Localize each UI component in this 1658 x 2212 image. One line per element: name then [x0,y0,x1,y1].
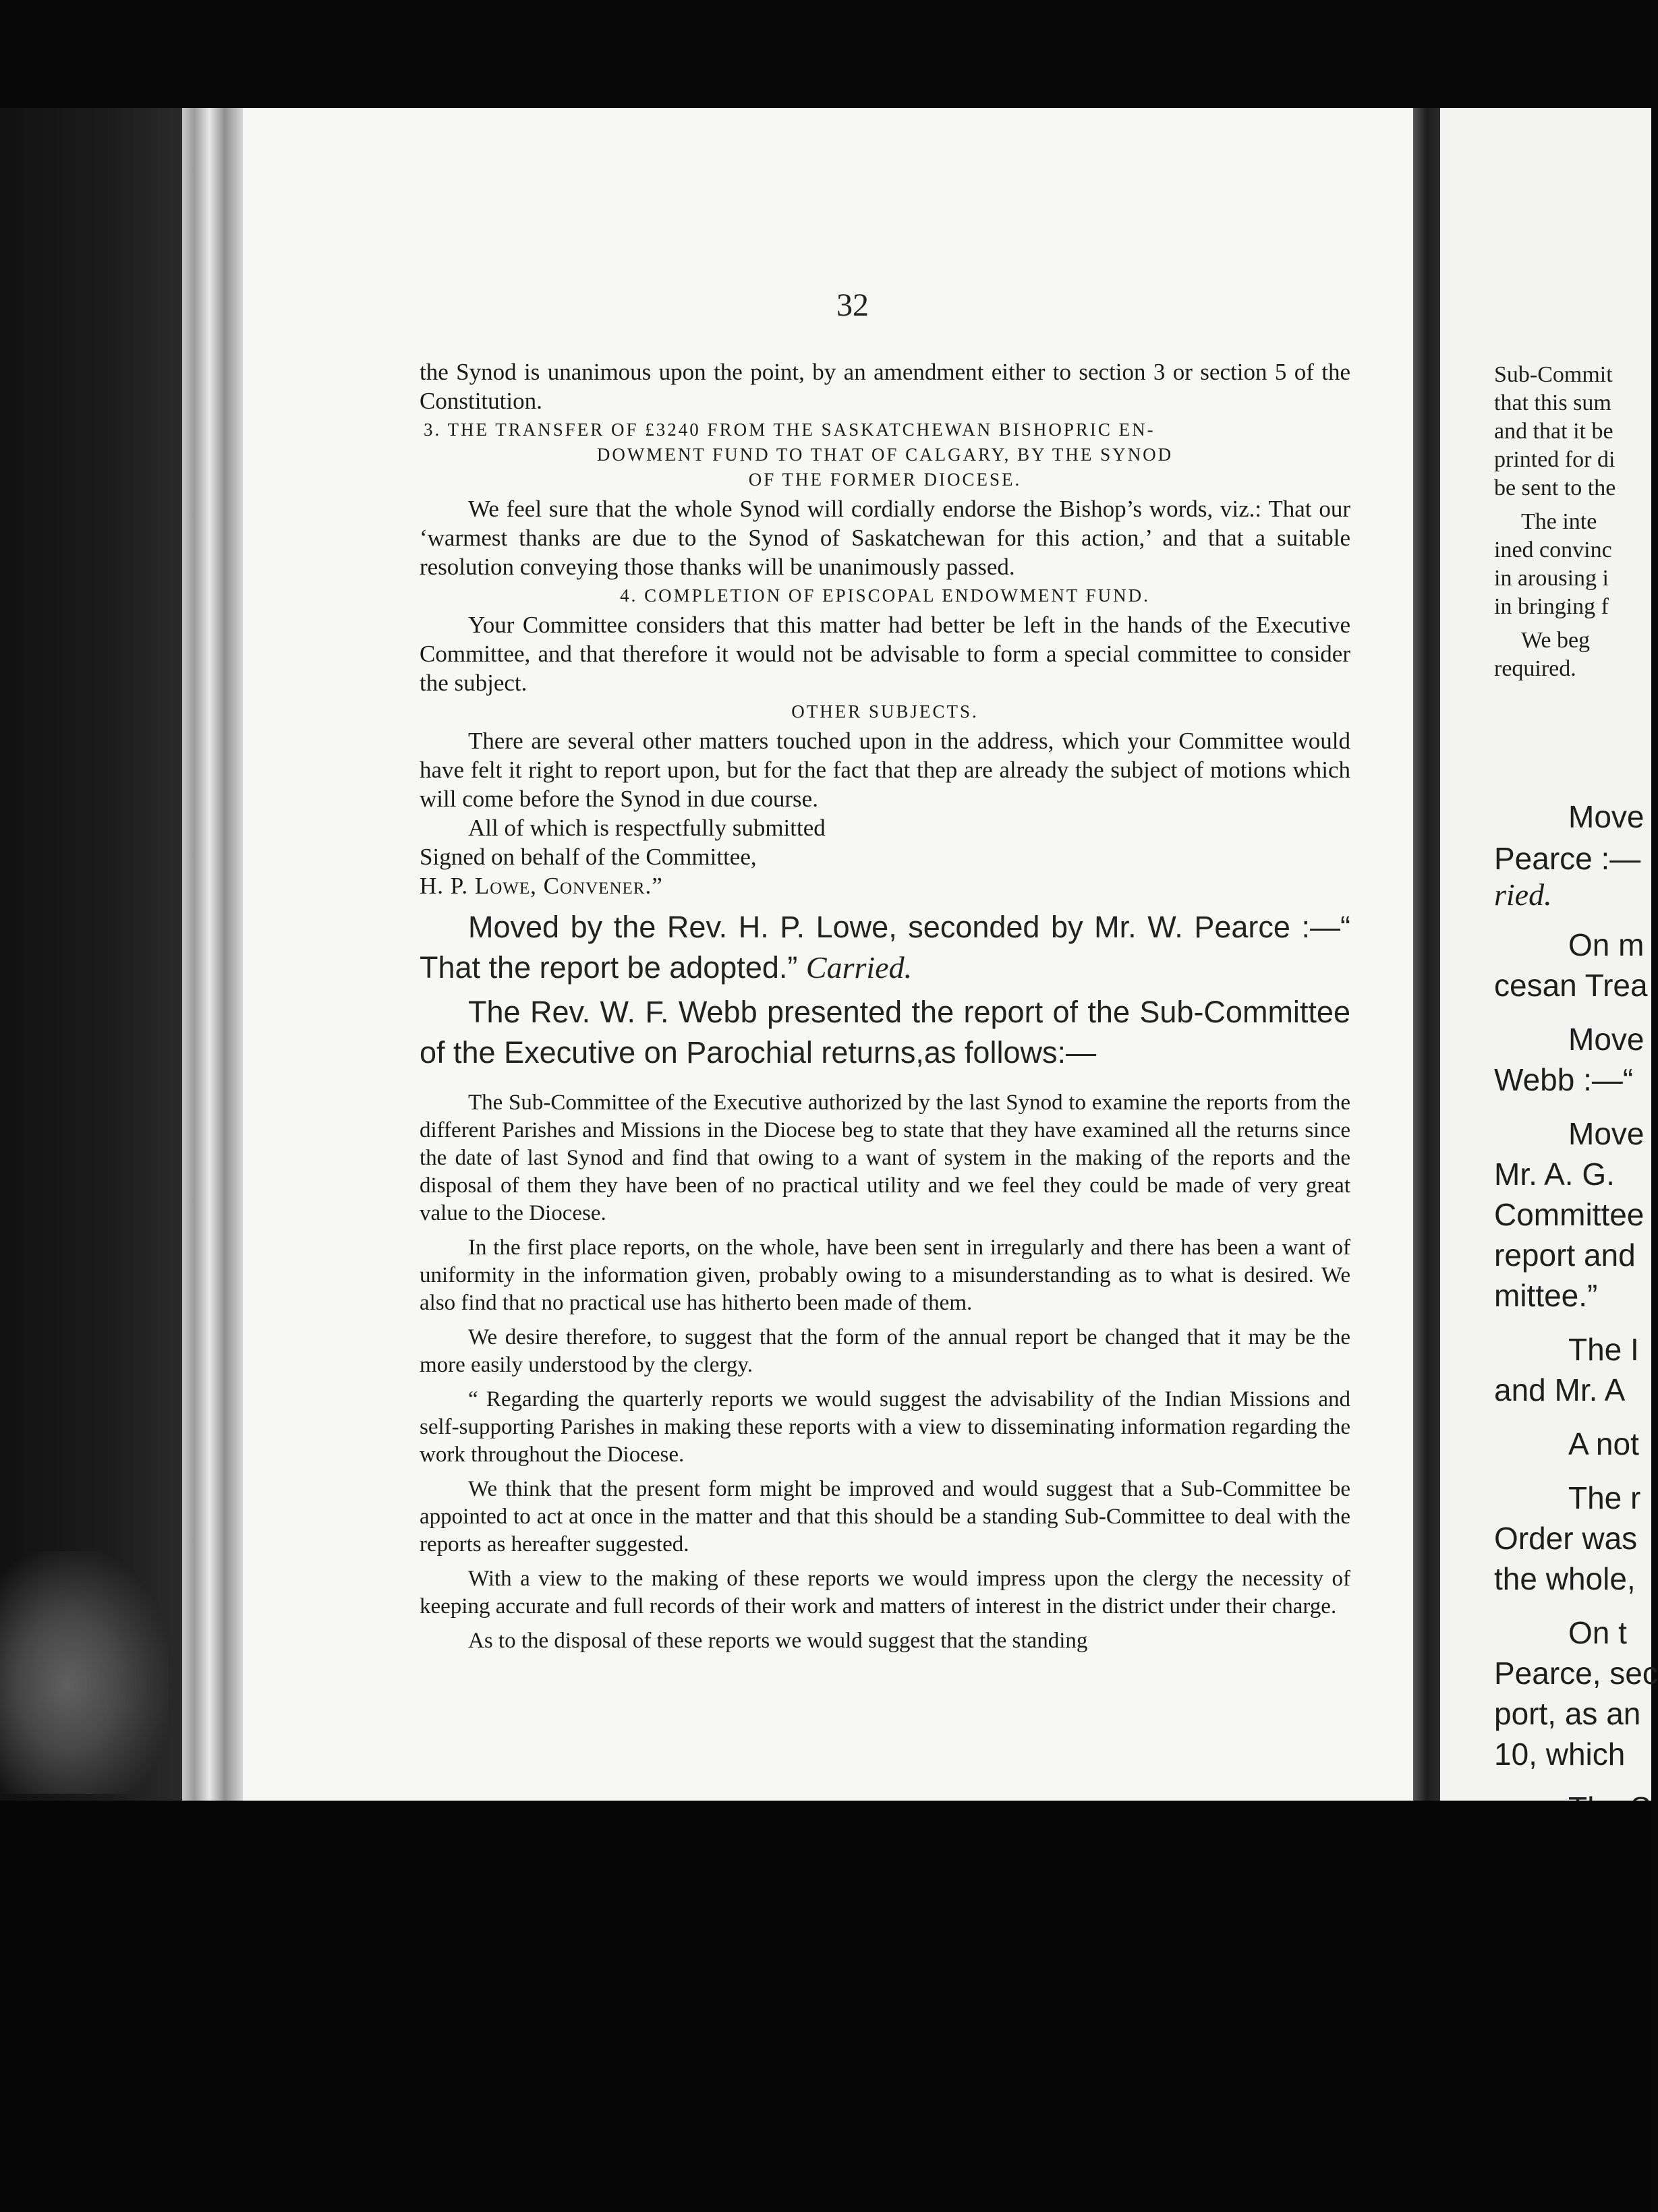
right-line: required. [1494,656,1576,681]
moved-motion [420,907,1350,988]
page-body [420,357,1350,1655]
convener-signature: H. P. Lowe, Convener.” [420,873,663,899]
webb-presented-paragraph: The Rev. W. F. Webb presented the report of the Sub-Committee of the Executive on Parochial returns,as follows:— [420,995,1350,1070]
submitted-line: All of which is respectfully submitted [468,815,826,841]
right-line: Move [1568,1022,1645,1057]
right-line: Move [1568,1116,1645,1151]
right-line: 10, which [1494,1737,1626,1772]
right-line: that this sum [1494,390,1611,415]
right-line: The I [1568,1332,1639,1367]
right-line: in arousing i [1494,566,1609,591]
right-line: Order was [1494,1521,1638,1556]
scanner-background-top [0,0,1651,108]
section-4-heading: 4. COMPLETION OF EPISCOPAL ENDOWMENT FUND. [620,585,1150,606]
book-left-edge [0,108,182,1801]
committee-paragraph: Your Committee considers that this matter had better be left in the hands of the Executive Committee, and that therefore it would not be advisable to form a special committee to consider the subject. [420,612,1350,696]
section-3-heading-line-3: OF THE FORMER DIOCESE. [748,469,1022,490]
right-line: the whole, [1494,1561,1636,1596]
right-line: Mr. A. G. [1494,1157,1615,1192]
scanner-background-bottom [0,1801,1651,2212]
continuation-paragraph: the Synod is unanimous upon the point, by an amendment either to section 3 or section 5 of the Constitution. [420,359,1350,414]
section-3-heading-line-2: DOWMENT FUND TO THAT OF CALGARY, BY THE SYNOD [596,444,1174,465]
signed-line: Signed on behalf of the Committee, [420,844,757,870]
right-line: On m [1568,927,1645,962]
right-line: printed for di [1494,447,1616,472]
right-line: Move [1568,799,1645,834]
moved-motion-text: Moved by the Rev. H. P. Lowe, seconded by Mr. W. Pearce :—“ That the report be adopted.” [420,910,1350,985]
right-page-fragment [1440,108,1658,1801]
subcommittee-paragraph-7: As to the disposal of these reports we would suggest that the standing [468,1629,1088,1653]
right-line: The r [1568,1480,1641,1515]
right-line: Webb :—“ [1494,1062,1634,1097]
right-line: report and [1494,1238,1636,1273]
page-stain [0,1551,169,1794]
book-spine [1413,108,1440,1801]
subcommittee-paragraph-3: We desire therefore, to suggest that the form of the annual report be changed that it may be the more easily understood by the clergy. [420,1325,1350,1377]
page-gutter [182,108,243,1801]
other-subjects-paragraph: There are several other matters touched upon in the address, which your Committee would have felt it right to report upon, but for the fact that thep are already the subject of motions which will come before the Synod in due course. [420,728,1350,812]
right-line: in bringing f [1494,594,1609,619]
subcommittee-paragraph-5: We think that the present form might be improved and would suggest that a Sub-Committee be appointed to act at once in the matter and that this should be a standing Sub-Committee to deal with the reports as hereafter suggested. [420,1477,1350,1556]
right-line: cesan Trea [1494,968,1648,1003]
right-line: Pearce, sec [1494,1656,1658,1691]
right-line: A not [1568,1426,1639,1461]
right-line: and that it be [1494,419,1613,444]
carried-label: Carried. [805,950,913,985]
section-3-heading-line-1: 3. THE TRANSFER OF £3240 FROM THE SASKATCHEWAN BISHOPRIC EN- [424,419,1155,440]
right-line: be sent to the [1494,475,1616,500]
right-line: On t [1568,1615,1627,1650]
subcommittee-paragraph-1: The Sub-Committee of the Executive authorized by the last Synod to examine the reports from the different Parishes and Missions in the Diocese beg to state that they have examined all the returns since the date of last Synod and find that owing to a want of system in the making of the reports and the disposal of them they have been of no practical utility and we feel they could be made of very great value to the Diocese. [420,1090,1350,1225]
page-number: 32 [836,287,869,323]
right-line: ried. [1494,877,1552,912]
right-line: We beg [1521,628,1591,653]
subcommittee-paragraph-2: In the first place reports, on the whole, have been sent in irregularly and there has been a want of uniformity in the information given, probably owing to a misunderstanding as to what is desired. We also find that no practical use has hitherto been made of them. [420,1235,1350,1315]
other-subjects-heading: OTHER SUBJECTS. [791,701,979,722]
right-line: Sub-Commit [1494,362,1613,387]
right-line: The inte [1521,509,1597,534]
right-line: ined convinc [1494,537,1612,562]
right-line: Pearce :— [1494,841,1641,876]
right-line: mittee.” [1494,1278,1598,1313]
right-line: Committee [1494,1197,1645,1232]
subcommittee-paragraph-6: With a view to the making of these reports we would impress upon the clergy the necessity of keeping accurate and full records of their work and matters of interest in the district under their charge. [420,1567,1350,1619]
subcommittee-paragraph-4: “ Regarding the quarterly reports we would suggest the advisability of the Indian Missions and self-supporting Parishes in making these reports with a view to disseminating information regarding the work throughout the Diocese. [420,1387,1350,1467]
right-line: port, as an [1494,1696,1641,1731]
bishop-thanks-paragraph: We feel sure that the whole Synod will cordially endorse the Bishop’s words, viz.: That our ‘warmest thanks are due to the Synod of Saskatchewan for this action,’ and that a suitable resolution conveying those thanks will be unanimously passed. [420,496,1350,580]
right-line: and Mr. A [1494,1372,1626,1407]
